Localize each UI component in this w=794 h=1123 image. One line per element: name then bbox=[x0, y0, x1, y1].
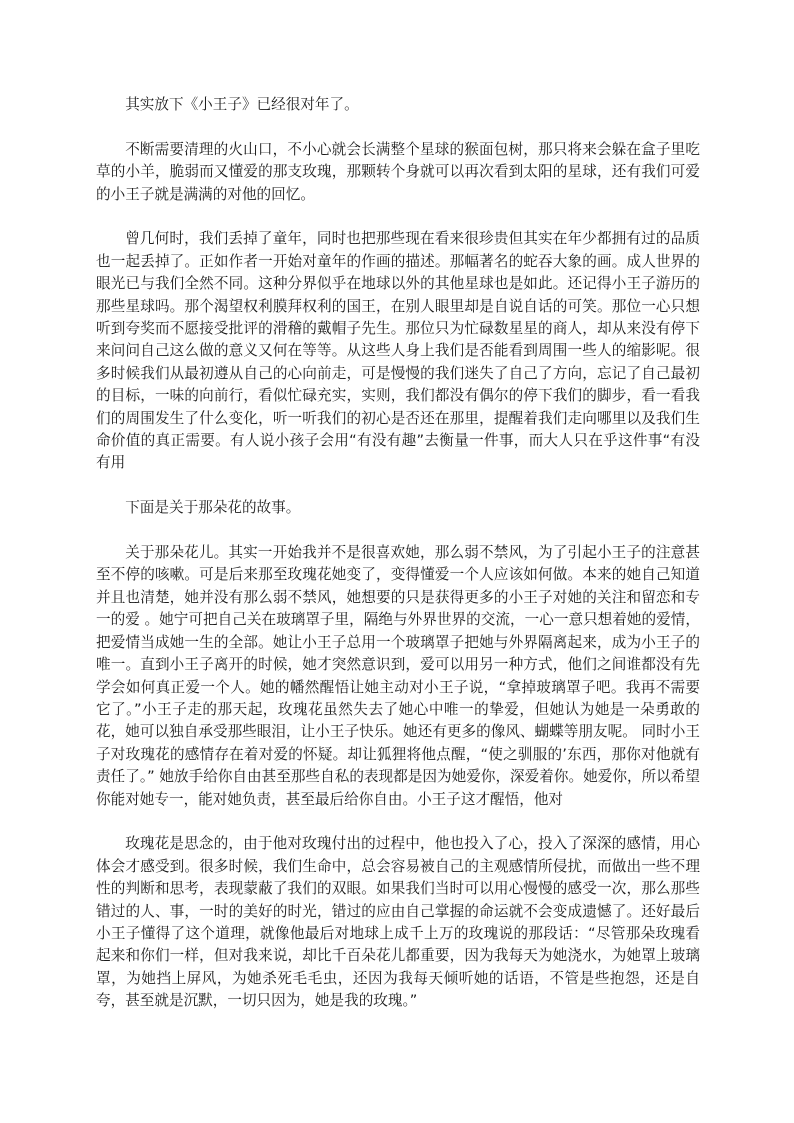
paragraph-rose-reflection: 玫瑰花是思念的，由于他对玫瑰付出的过程中，他也投入了心，投入了深深的感情，用心体会才感受到。很多时候，我们生命中，总会容易被自己的主观感情所侵扰，而做出一些不理性的判断和思考，表现蒙蔽了我们的双眼。如果我们当时可以用心慢慢的感受一次，那么那些错过的人、事，一时的美好的时光，错过的应由自己掌握的命运就不会变成遗憾了。还好最后小王子懂得了这个道理，就像他最后对地球上成千上万的玫瑰说的那段话：“尽管那朵玫瑰看起来和你们一样，但对我来说，却比千百朵花儿都重要，因为我每天为她浇水，为她罩上玻璃罩，为她挡上屏风，为她杀死毛毛虫，还因为我每天倾听她的话语，不管是些抱怨，还是自夸，甚至就是沉默，一切只因为，她是我的玫瑰。” bbox=[96, 835, 700, 1010]
paragraph-flower-story: 关于那朵花儿。其实一开始我并不是很喜欢她，那么弱不禁风，为了引起小王子的注意甚至不停的咳嗽。可是后来那至玫瑰花她变了，变得懂爱一个人应该如何做。本来的她自己知道并且也清楚，她并没有那么弱不禁风，她想要的只是获得更多的小王子对她的关注和留恋和专一的爱 。她宁可把自己关在玻璃罩子里，隔绝与外界世界的交流，一心一意只想着她的爱情，把爱情当成她一生的全部。她让小王子总用一个玻璃罩子把她与外界隔离起来，成为小王子的唯一。直到小王子离开的时候，她才突然意识到，爱可以用另一种方式，他们之间谁都没有先学会如何真正爱一个人。她的幡然醒悟让她主动对小王子说，“拿掉玻璃罩子吧。我再不需要它了。”小王子走的那天起，玫瑰花虽然失去了她心中唯一的挚爱，但她认为她是一朵勇敢的花，她可以独自承受那些眼泪，让小王子快乐。她还有更多的像风、蝴蝶等朋友呢。 同时小王子对玫瑰花的感情存在着对爱的怀疑。却让狐狸将他点醒，“使之驯服的’东西，那你对他就有责任了。” 她放手给你自由甚至那些自私的表现都是因为她爱你，深爱着你。她爱你，所以希望你能对她专一，能对她负责，甚至最后给你自由。小王子这才醒悟，他对 bbox=[96, 544, 700, 808]
document-page bbox=[96, 94, 700, 1013]
paragraph-flower-intro: 下面是关于那朵花的故事。 bbox=[125, 499, 301, 517]
paragraph-memories: 不断需要清理的火山口，不小心就会长满整个星球的猴面包树，那只将来会躲在盒子里吃草的小羊，脆弱而又懂爱的那支玫瑰，那颗转个身就可以再次看到太阳的星球，还有我们可爱的小王子就是满满的对他的回忆。 bbox=[96, 140, 700, 203]
paragraph-intro: 其实放下《小王子》已经很对年了。 bbox=[125, 96, 359, 113]
paragraph-childhood: 曾几何时，我们丢掉了童年，同时也把那些现在看来很珍贵但其实在年少都拥有过的品质也一起丢掉了。正如作者一开始对童年的作画的描述。那幅著名的蛇吞大象的画。成人世界的眼光已与我们全然不同。这种分界似乎在地球以外的其他星球也是如此。还记得小王子游历的那些星球吗。那个渴望权利膜拜权利的国王，在别人眼里却是自说自话的可笑。那位一心只想听到夸奖而不愿接受批评的滑稽的戴帽子先生。那位只为忙碌数星星的商人，却从来没有停下来问问自己这么做的意义又何在等等。从这些人身上我们是否能看到周围一些人的缩影呢。很多时候我们从最初遵从自己的心向前走，可是慢慢的我们迷失了自己了方向，忘记了自己最初的目标，一味的向前行，看似忙碌充实，实则，我们都没有偶尔的停下我们的脚步，看一看我们的周围发生了什么变化，听一听我们的初心是否还在那里，提醒着我们走向哪里以及我们生命价值的真正需要。有人说小孩子会用“有没有趣”去衡量一件事，而大人只在乎这件事“有没有用 bbox=[96, 230, 700, 472]
